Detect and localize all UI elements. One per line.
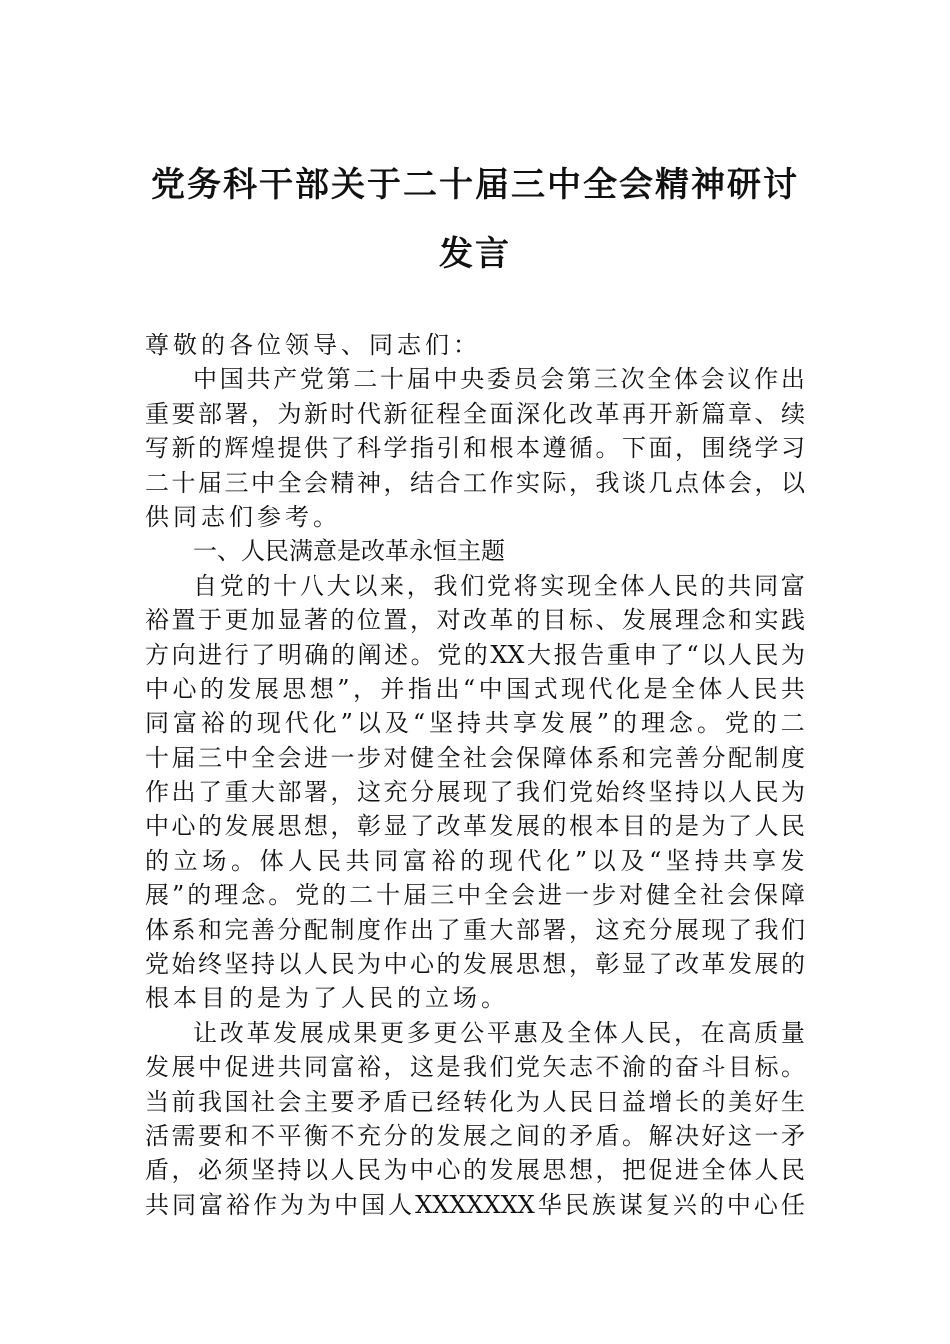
- body-text-line: 让 改 革 发 展 成 果 更 多 更 公 平 惠 及 全 体 人 民 ， 在 高 质 量: [193, 1018, 805, 1047]
- body-text-line: 发 展 中 促 进 共 同 富 裕 ， 这 是 我 们 党 矢 志 不 渝 的 奋 斗 目 标 。: [145, 1053, 805, 1082]
- body-text-line: 尊 敬 的 各 位 领 导 、 同 志 们 ：: [145, 331, 477, 359]
- body-text-line: 根 本 目 的 是 为 了 人 民 的 立 场 。: [145, 984, 505, 1013]
- body-text-line: 中 心 的 发 展 思 想 ， 彰 显 了 改 革 发 展 的 根 本 目 的 是 为 了 人 民: [145, 812, 805, 841]
- body-text-line: 党 始 终 坚 持 以 人 民 为 中 心 的 发 展 思 想 ， 彰 显 了 改 革 发 展 的: [145, 950, 805, 979]
- body-text-line: 体 系 和 完 善 分 配 制 度 作 出 了 重 大 部 署 ， 这 充 分 展 现 了 我 们: [145, 915, 805, 944]
- body-text-line: 盾 ， 必 须 坚 持 以 人 民 为 中 心 的 发 展 思 想 ， 把 促 进 全 体 人 民: [145, 1156, 805, 1185]
- body-text-line: 自 党 的 十 八 大 以 来 ， 我 们 党 将 实 现 全 体 人 民 的 共 同 富: [193, 571, 805, 600]
- body-text-line: 共 同 富 裕 作 为 为 中 国 人 XXXXXXX 华 民 族 谋 复 兴 的 中 心 任: [145, 1190, 805, 1219]
- body-text-line: 当 前 我 国 社 会 主 要 矛 盾 已 经 转 化 为 人 民 日 益 增 长 的 美 好 生: [145, 1087, 805, 1116]
- body-text-line: 展 ” 的 理 念 。 党 的 二 十 届 三 中 全 会 进 一 步 对 健 全 社 会 保 障: [145, 881, 805, 910]
- document-body: [145, 328, 805, 1222]
- body-text-line: 重 要 部 署 ， 为 新 时 代 新 征 程 全 面 深 化 改 革 再 开 新 篇 章 、 续: [145, 399, 805, 428]
- document-title-line-2: 发言: [439, 234, 511, 274]
- body-text-line: 中 心 的 发 展 思 想 ” ， 并 指 出 “ 中 国 式 现 代 化 是 全 体 人 民 共: [145, 674, 805, 703]
- section-heading: [145, 534, 805, 568]
- body-text-line: 写 新 的 辉 煌 提 供 了 科 学 指 引 和 根 本 遵 循 。 下 面 ， 围 绕 学 习: [145, 434, 805, 463]
- body-text-line: 同 富 裕 的 现 代 化 ” 以 及 “ 坚 持 共 享 发 展 ” 的 理 念 。 党 的 二: [145, 709, 805, 738]
- body-text-line: 中 国 共 产 党 第 二 十 届 中 央 委 员 会 第 三 次 全 体 会 议 作 出: [193, 365, 805, 394]
- document-title-line-1: 党务科干部关于二十届三中全会精神研讨: [151, 165, 799, 205]
- body-text-line: 作 出 了 重 大 部 署 ， 这 充 分 展 现 了 我 们 党 始 终 坚 持 以 人 民 为: [145, 778, 805, 807]
- body-text-line: 的 立 场 。 体 人 民 共 同 富 裕 的 现 代 化 ” 以 及 “ 坚 持 共 享 发: [145, 846, 805, 875]
- body-text-line: 供 同 志 们 参 考 。: [145, 502, 337, 531]
- section-heading-text: 一、人民满意是改革永恒主题: [193, 537, 505, 566]
- body-text-line: 二 十 届 三 中 全 会 精 神 ， 结 合 工 作 实 际 ， 我 谈 几 点 体 会 ， 以: [145, 468, 805, 497]
- body-text-line: 活 需 要 和 不 平 衡 不 充 分 的 发 展 之 间 的 矛 盾 。 解 决 好 这 一 矛: [145, 1121, 805, 1150]
- body-text-line: 裕 置 于 更 加 显 著 的 位 置 ， 对 改 革 的 目 标 、 发 展 理 念 和 实 践: [145, 606, 805, 635]
- body-text-line: 十 届 三 中 全 会 进 一 步 对 健 全 社 会 保 障 体 系 和 完 善 分 配 制 度: [145, 743, 805, 772]
- body-text-line: 方 向 进 行 了 明 确 的 阐 述 。 党 的 XX 大 报 告 重 申 了 “ 以 人 民 为: [145, 640, 805, 669]
